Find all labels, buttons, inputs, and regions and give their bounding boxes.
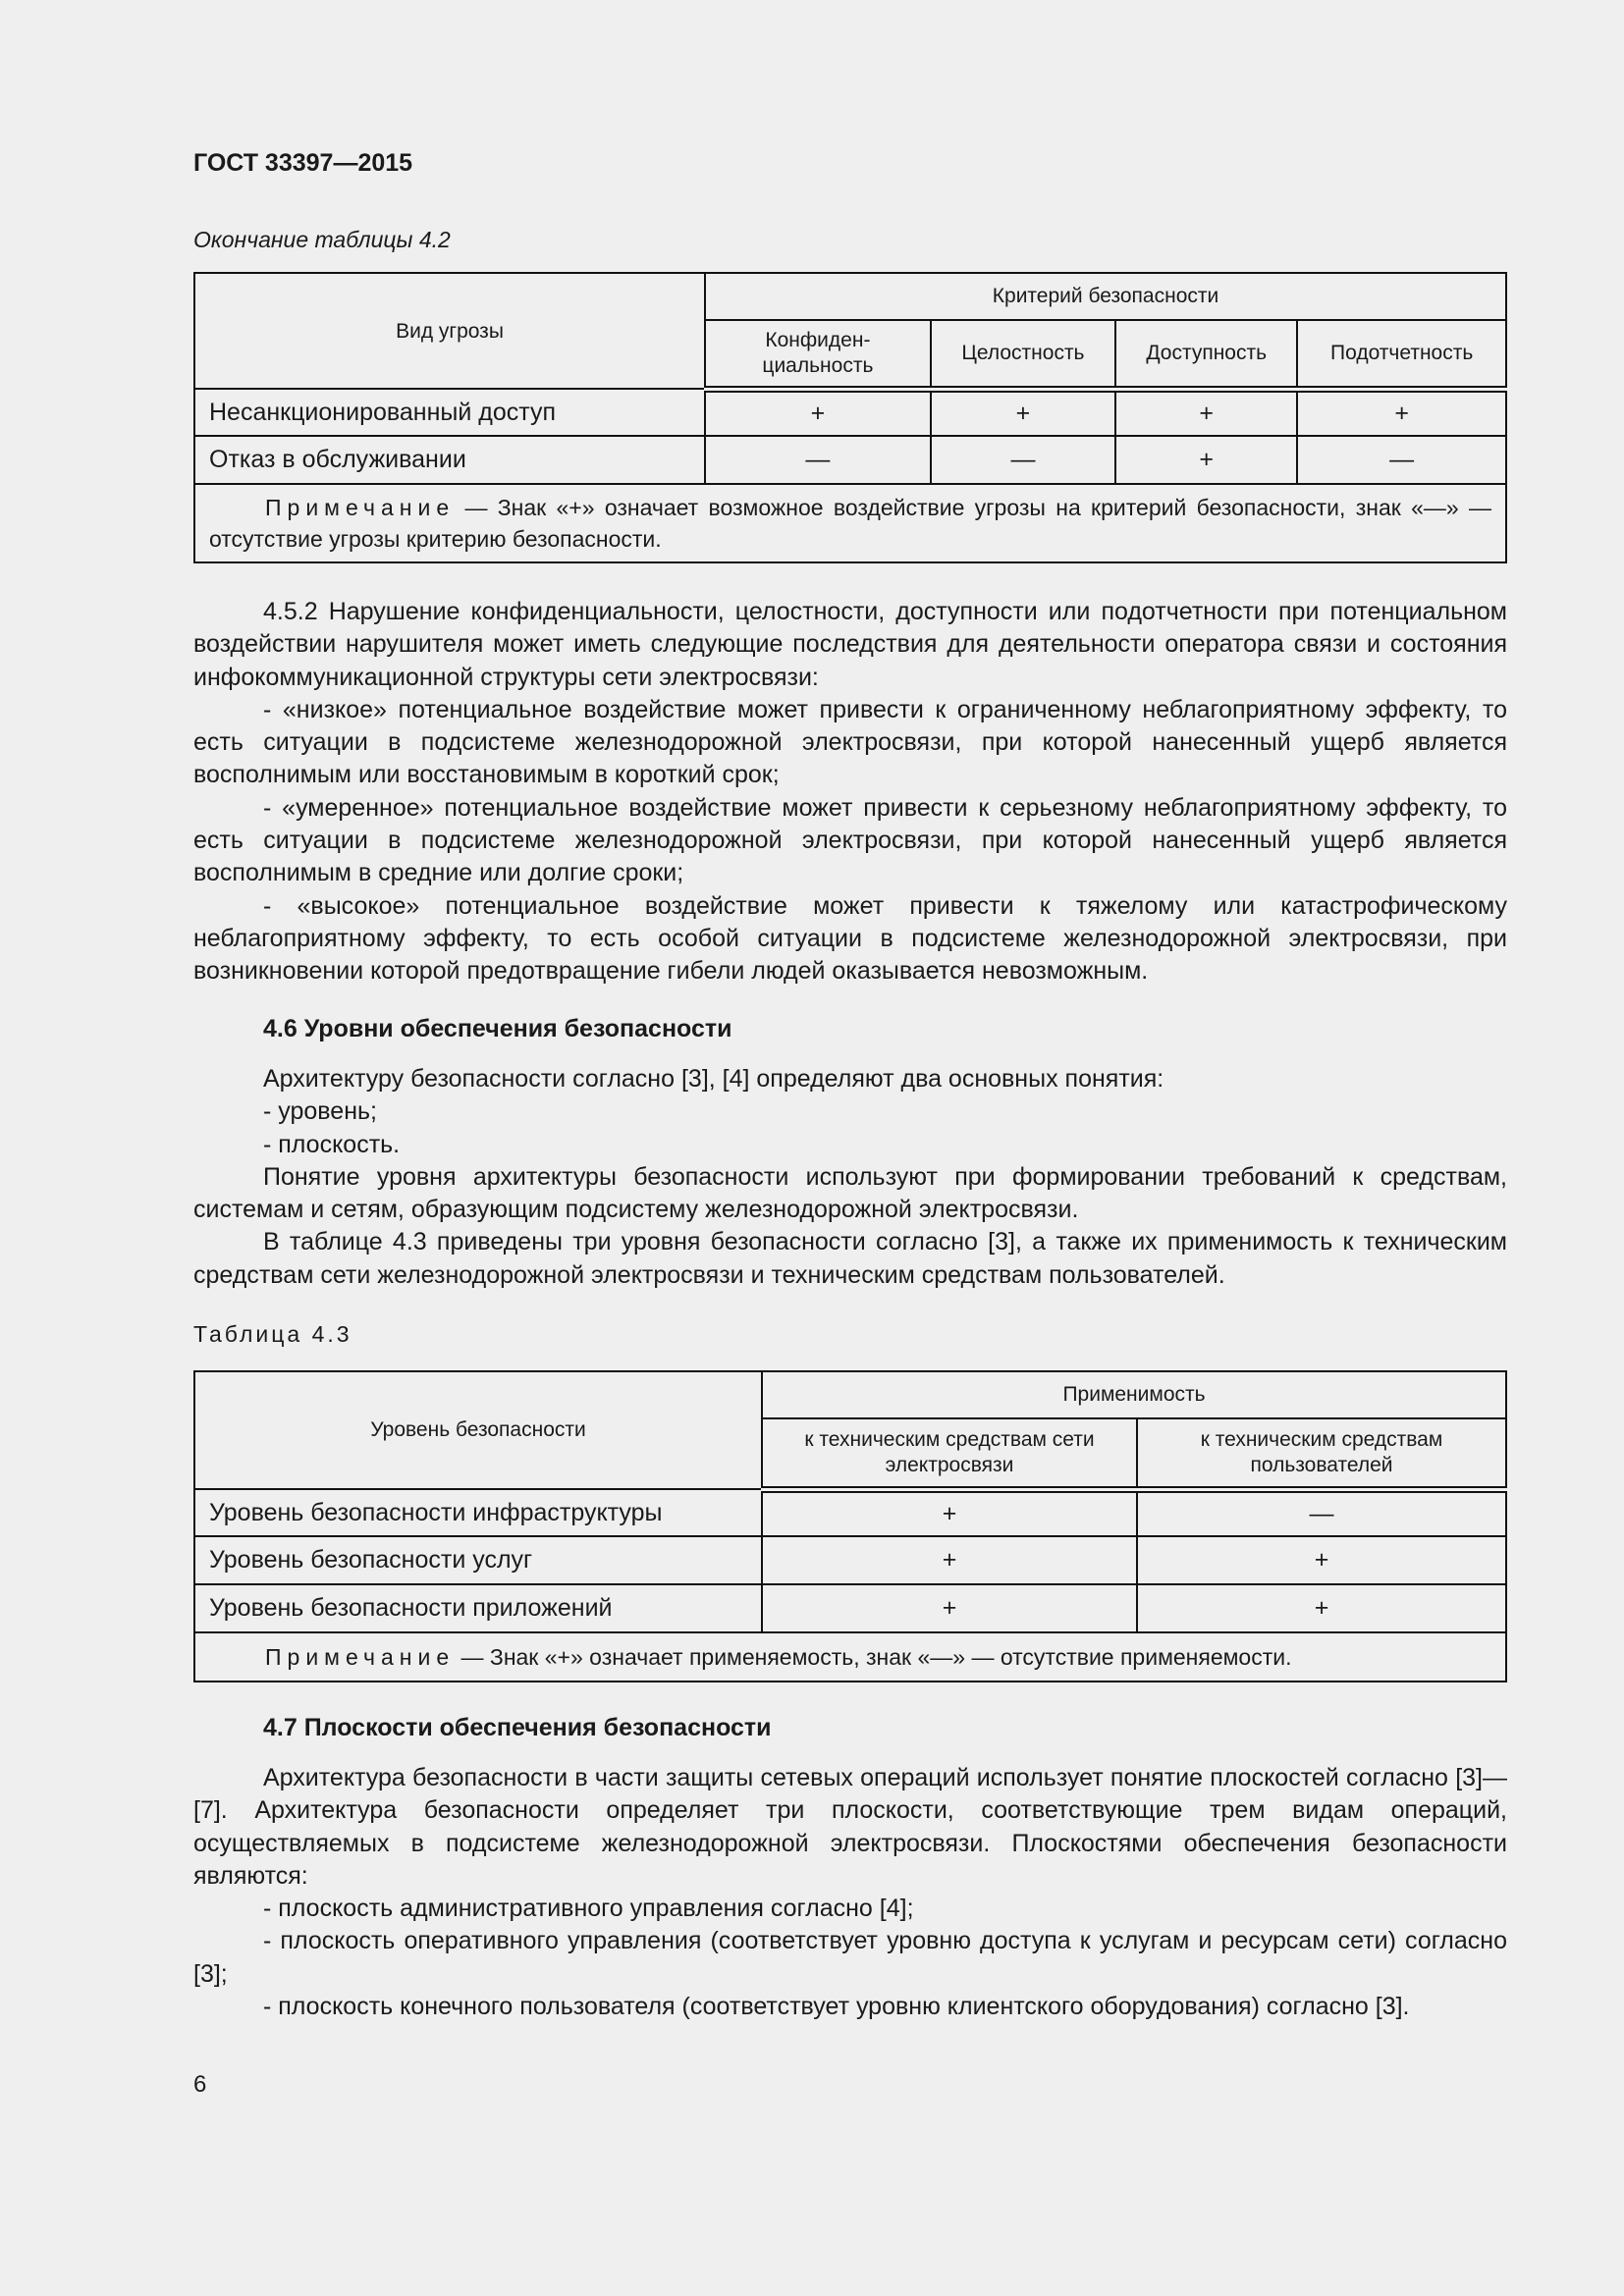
header-security-criterion: Критерий безопасности (705, 273, 1506, 320)
row-label: Несанкционированный доступ (194, 389, 705, 436)
table-4-3 (193, 1370, 1507, 1682)
paragraph: Понятие уровня архитектуры безопасности используют при формировании требований к средствам, системам и сетям, образующим подсистему железнодорожной электросвязи. (193, 1162, 1507, 1224)
cell: + (1137, 1584, 1506, 1632)
paragraph: В таблице 4.3 приведены три уровня безопасности согласно [3], а также их применимость к техническим средствам сети железнодорожной электросвязи и техническим средствам пользователей. (193, 1228, 1507, 1289)
cell: + (762, 1489, 1137, 1536)
cell: + (1115, 436, 1297, 484)
table-4-2 (193, 272, 1507, 563)
heading-4-7: 4.7 Плоскости обеспечения безопасности (263, 1714, 772, 1741)
header-applicability: Применимость (762, 1371, 1506, 1418)
cell: + (762, 1584, 1137, 1632)
paragraph: 4.5.2 Нарушение конфиденциальности, целостности, доступности или подотчетности при потенциальном воздействии нарушителя может иметь следующие последствия для деятельности оператора связи и состояния инфокоммуникационной структуры сети электросвязи: (193, 598, 1507, 691)
paragraph: - «умеренное» потенциальное воздействие может привести к серьезному неблагоприятному эффекту, то есть ситуации в подсистеме железнодорожной электросвязи, при которой нанесенный ущерб является восполнимым в средние или долгие сроки; (193, 793, 1507, 887)
table-row (194, 1489, 1506, 1536)
row-label: Отказ в обслуживании (194, 436, 705, 484)
cell: + (1297, 389, 1506, 436)
table-4-3-caption: Таблица 4.3 (193, 1321, 352, 1347)
heading-4-6: 4.6 Уровни обеспечения безопасности (263, 1015, 732, 1042)
table-note (194, 1632, 1506, 1682)
header-network-means: к техническим средствам сети электросвязи (762, 1418, 1137, 1489)
cell: — (705, 436, 931, 484)
header-security-level: Уровень безопасности (194, 1371, 762, 1489)
table-4-2-caption: Окончание таблицы 4.2 (193, 227, 451, 252)
table-row (194, 389, 1506, 436)
paragraph: - плоскость административного управления согласно [4]; (263, 1895, 914, 1923)
note-label: Примечание (265, 1644, 456, 1670)
row-label: Уровень безопасности инфраструктуры (194, 1489, 762, 1536)
table-row (194, 1584, 1506, 1632)
paragraph: - «высокое» потенциальное воздействие может привести к тяжелому или катастрофическому неблагоприятному эффекту, то есть особой ситуации в подсистеме железнодорожной электросвязи, при возникновении которой предотвращение гибели людей оказывается невозможным. (193, 891, 1507, 986)
section-4-5-2 (193, 596, 1507, 988)
paragraph: - плоскость оперативного управления (соответствует уровню доступа к услугам и ресурсам сети) согласно [3]; (193, 1927, 1507, 1988)
header-integrity: Целостность (931, 320, 1115, 389)
table-note (194, 484, 1506, 562)
note-label: Примечание (265, 495, 456, 520)
row-label: Уровень безопасности услуг (194, 1536, 762, 1584)
section-4-7 (193, 1762, 1507, 2023)
header-accountability: Подотчетность (1297, 320, 1506, 389)
paragraph: - плоскость. (263, 1130, 401, 1158)
paragraph: Архитектуру безопасности согласно [3], [4] определяют два основных понятия: (263, 1065, 1164, 1093)
section-4-6 (193, 1063, 1507, 1292)
page-number: 6 (193, 2071, 207, 2098)
header-user-means: к техническим средствам пользователей (1137, 1418, 1506, 1489)
header-confidentiality: Конфиден-циальность (705, 320, 931, 389)
table-row (194, 436, 1506, 484)
cell: + (1137, 1536, 1506, 1584)
paragraph: - уровень; (263, 1097, 377, 1126)
paragraph: - «низкое» потенциальное воздействие может привести к ограниченному неблагоприятному эффекту, то есть ситуации в подсистеме железнодорожной электросвязи, при которой нанесенный ущерб является восполнимым или восстановимым в короткий срок; (193, 695, 1507, 789)
document-title: ГОСТ 33397—2015 (193, 149, 413, 177)
cell: + (1115, 389, 1297, 436)
table-row (194, 1536, 1506, 1584)
cell: + (762, 1536, 1137, 1584)
cell: — (1137, 1489, 1506, 1536)
cell: + (931, 389, 1115, 436)
cell: — (1297, 436, 1506, 484)
paragraph: Архитектура безопасности в части защиты сетевых операций использует понятие плоскостей согласно [3]—[7]. Архитектура безопасности определяет три плоскости, соответствующие трем видам операций, осуществляемых в подсистеме железнодорожной электросвязи. Плоскостями обеспечения безопасности являются: (193, 1764, 1507, 1890)
note-text: — Знак «+» означает применяемость, знак «—» — отсутствие применяемости. (455, 1644, 1292, 1670)
row-label: Уровень безопасности приложений (194, 1584, 762, 1632)
cell: + (705, 389, 931, 436)
header-threat-type: Вид угрозы (194, 273, 705, 389)
cell: — (931, 436, 1115, 484)
paragraph: - плоскость конечного пользователя (соответствует уровню клиентского оборудования) согласно [3]. (263, 1993, 1410, 2021)
header-availability: Доступность (1115, 320, 1297, 389)
note-text: — Знак «+» означает возможное воздействие угрозы на критерий безопасности, знак «—» — отсутствие угрозы критерию безопасности. (209, 495, 1491, 552)
